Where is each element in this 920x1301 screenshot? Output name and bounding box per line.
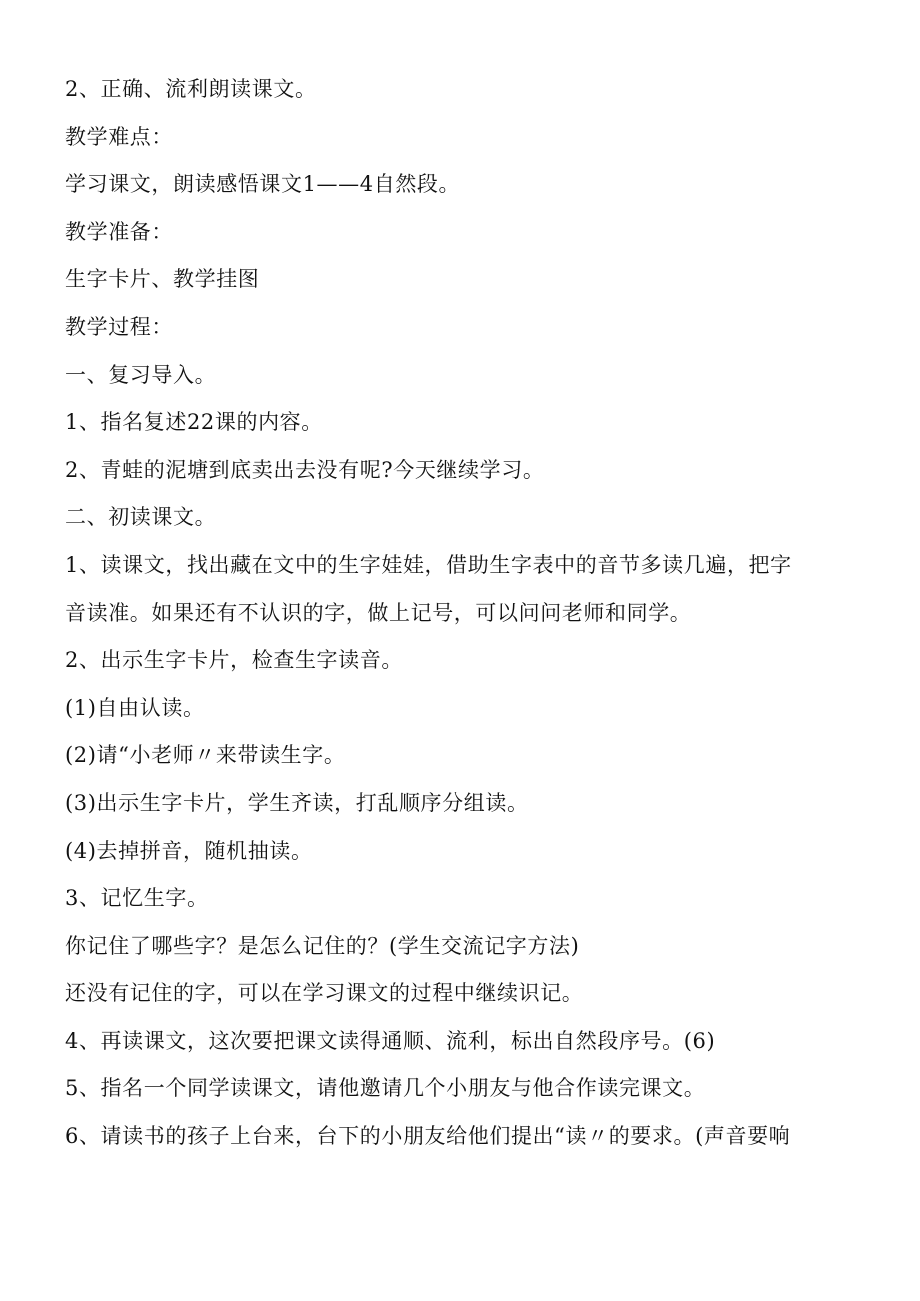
text-line: (1)自由认读。 <box>65 695 205 720</box>
section-heading: 教学难点： <box>65 124 173 149</box>
text-line: 你记住了哪些字？是怎么记住的？(学生交流记字方法) <box>65 933 580 958</box>
text-line: (3)出示生字卡片，学生齐读，打乱顺序分组读。 <box>65 790 529 815</box>
text-line: 5、指名一个同学读课文，请他邀请几个小朋友与他合作读完课文。 <box>65 1076 706 1101</box>
text-line: 学习课文，朗读感悟课文1——4自然段。 <box>65 172 461 197</box>
document-body <box>65 66 855 1161</box>
text-line: 1、读课文，找出藏在文中的生字娃娃，借助生字表中的音节多读几遍，把字 <box>65 552 792 577</box>
section-heading: 二、初读课文。 <box>65 505 217 530</box>
text-line: (2)请“小老师〃来带读生字。 <box>65 743 346 768</box>
text-line: 音读准。如果还有不认识的字，做上记号，可以问问老师和同学。 <box>65 600 692 625</box>
text-line: 还没有记住的字，可以在学习课文的过程中继续识记。 <box>65 981 584 1006</box>
section-heading: 教学过程： <box>65 314 173 339</box>
text-line: 1、指名复述22课的内容。 <box>65 410 323 435</box>
section-heading: 一、复习导入。 <box>65 362 217 387</box>
text-line: 6、请读书的孩子上台来，台下的小朋友给他们提出“读〃的要求。(声音要响 <box>65 1124 791 1149</box>
text-line: 生字卡片、教学挂图 <box>65 267 260 292</box>
text-line: 2、出示生字卡片，检查生字读音。 <box>65 648 403 673</box>
text-line: 3、记忆生字。 <box>65 886 209 911</box>
section-heading: 教学准备： <box>65 219 173 244</box>
text-line: 4、再读课文，这次要把课文读得通顺、流利，标出自然段序号。(6) <box>65 1028 716 1053</box>
text-line: 2、青蛙的泥塘到底卖出去没有呢?今天继续学习。 <box>65 457 545 482</box>
text-line: 2、正确、流利朗读课文。 <box>65 77 317 101</box>
text-line: (4)去掉拼音，随机抽读。 <box>65 838 313 863</box>
